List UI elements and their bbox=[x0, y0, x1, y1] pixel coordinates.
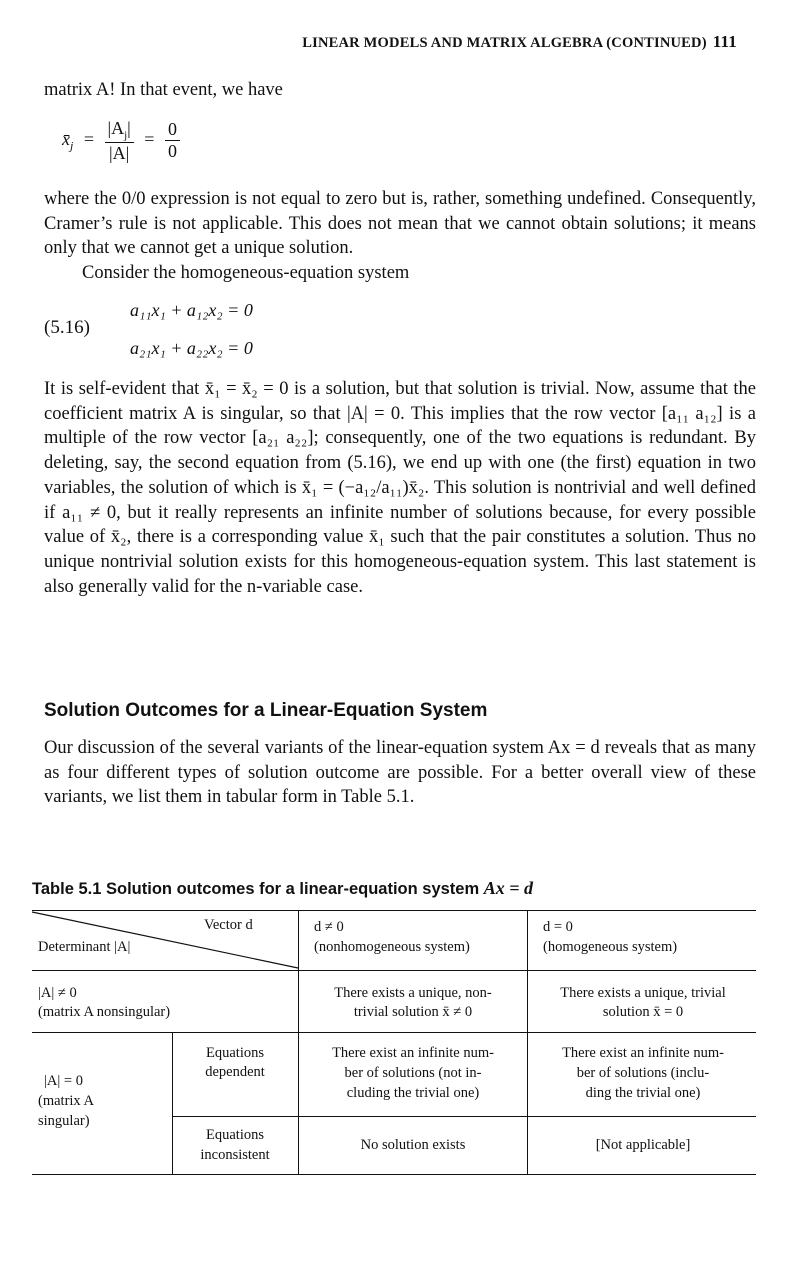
fraction-det bbox=[105, 118, 134, 164]
eq-lhs: x̄ bbox=[62, 128, 70, 149]
row3-sub-1: Equations bbox=[206, 1127, 264, 1143]
running-header bbox=[302, 32, 737, 52]
row23-label-2: (matrix A bbox=[38, 1093, 94, 1109]
paragraph-homogeneous-intro: Consider the homogeneous-equation system bbox=[82, 263, 410, 283]
num-det-aj: |A bbox=[107, 118, 125, 138]
table-subcol-divider bbox=[172, 1032, 173, 1174]
row2-col1-2: ber of solutions (not in- bbox=[344, 1065, 482, 1081]
col1-head-2: (nonhomogeneous system) bbox=[314, 939, 470, 955]
num-det-aj-sub: j bbox=[124, 129, 128, 142]
table-col-divider-2 bbox=[527, 910, 528, 1174]
table-rule-row1 bbox=[32, 1032, 756, 1033]
row2-col2-1: There exist an infinite num- bbox=[562, 1045, 724, 1061]
corner-determinant: Determinant |A| bbox=[38, 939, 131, 955]
paragraph-singular-case: It is self-evident that x̄₁ = x̄₂ = 0 is a solution, but that solution is trivial. Now, assume that the coefficient matrix A is singular, so that |A| = 0. This implies that the row vector [a₁₁ a₁₂] is a multiple of the row vector [a₂₁ a₂₂]; consequently, one of the two equations is redundant. By deleting, say, the second equation from (5.16), we end up with one (the first) equation in two variables, the solution of which is x̄₁ = (−a₁₂/a₁₁)x̄₂. This solution is nontrivial and well defined if a₁₁ ≠ 0, but it really represents an infinite number of solutions because, for every possible value of x̄₂, there is a corresponding value x̄₁ such that the pair constitutes a solution. Thus no unique nontrivial solution exists for this homogeneous-equation system. This last statement is also generally valid for the n-variable case. bbox=[44, 379, 756, 597]
table-caption-text: Solution outcomes for a linear-equation system bbox=[106, 880, 480, 898]
row1-col1-2: trivial solution x̄ ≠ 0 bbox=[353, 1004, 473, 1020]
row2-sub-2: dependent bbox=[205, 1064, 265, 1080]
row3-col1: No solution exists bbox=[360, 1137, 466, 1153]
system-equation-2: a₂₁x₁ + a₂₂x₂ = 0 bbox=[130, 338, 253, 358]
table-rule-header bbox=[32, 970, 756, 971]
table-caption bbox=[32, 878, 533, 899]
section-heading: Solution Outcomes for a Linear-Equation System bbox=[44, 700, 488, 721]
system-equation-1: a₁₁x₁ + a₁₂x₂ = 0 bbox=[130, 300, 253, 320]
row23-label-1: |A| = 0 bbox=[44, 1073, 83, 1089]
row1-label-1: |A| ≠ 0 bbox=[38, 985, 77, 1001]
den-det-a: |A| bbox=[109, 142, 130, 163]
row2-col1-3: cluding the trivial one) bbox=[346, 1085, 480, 1101]
num-zero: 0 bbox=[165, 119, 180, 141]
paragraph-solution-outcomes: Our discussion of the several variants of the linear-equation system Ax = d reveals that as many as four different types of solution outcome are possible. For a better overall view of these variants, we list them in tabular form in Table 5.1. bbox=[44, 738, 756, 808]
den-zero: 0 bbox=[167, 141, 177, 162]
row2-col2-2: ber of solutions (inclu- bbox=[576, 1065, 710, 1081]
table-rule-bottom bbox=[32, 1174, 756, 1175]
running-title: LINEAR MODELS AND MATRIX ALGEBRA (CONTINUED) bbox=[302, 35, 707, 51]
row1-col2-1: There exists a unique, trivial bbox=[560, 985, 726, 1001]
row23-label-3: singular) bbox=[38, 1113, 90, 1129]
row2-col1-1: There exist an infinite num- bbox=[332, 1045, 494, 1061]
table-caption-label: Table 5.1 bbox=[32, 880, 102, 898]
fraction-zero bbox=[165, 119, 180, 162]
row2-sub-1: Equations bbox=[206, 1045, 264, 1061]
table-caption-math: Ax = d bbox=[483, 878, 534, 898]
table-rule-row2 bbox=[172, 1116, 756, 1117]
cramer-equation: $x̄_j$ = $\frac{|A_j|}{|A|}$ = $\frac{0}{0}$ bbox=[62, 118, 180, 164]
corner-vector-d: Vector d bbox=[204, 917, 253, 933]
row1-col2-2: solution x̄ = 0 bbox=[602, 1004, 684, 1020]
row3-col2: [Not applicable] bbox=[595, 1137, 691, 1153]
col1-head-1: d ≠ 0 bbox=[314, 919, 344, 935]
col2-head-2: (homogeneous system) bbox=[543, 939, 678, 955]
row1-label-2: (matrix A nonsingular) bbox=[38, 1004, 171, 1020]
row3-sub-2: inconsistent bbox=[200, 1147, 270, 1163]
row2-col2-3: ding the trivial one) bbox=[585, 1085, 701, 1101]
equation-number: (5.16) bbox=[44, 317, 90, 338]
eq-lhs-sub: j bbox=[70, 138, 74, 153]
num-det-aj-end: | bbox=[127, 118, 131, 138]
col2-head-1: d = 0 bbox=[543, 919, 573, 935]
page-number: 111 bbox=[712, 32, 737, 51]
row1-col1-1: There exists a unique, non- bbox=[334, 985, 492, 1001]
top-line: matrix A! In that event, we have bbox=[44, 80, 283, 100]
paragraph-cramer-undefined: where the 0/0 expression is not equal to zero but is, rather, something undefined. Consequently, Cramer’s rule is not applicable. This does not mean that we cannot obtain solutions; it means only that we cannot get a unique solution. bbox=[44, 189, 756, 259]
